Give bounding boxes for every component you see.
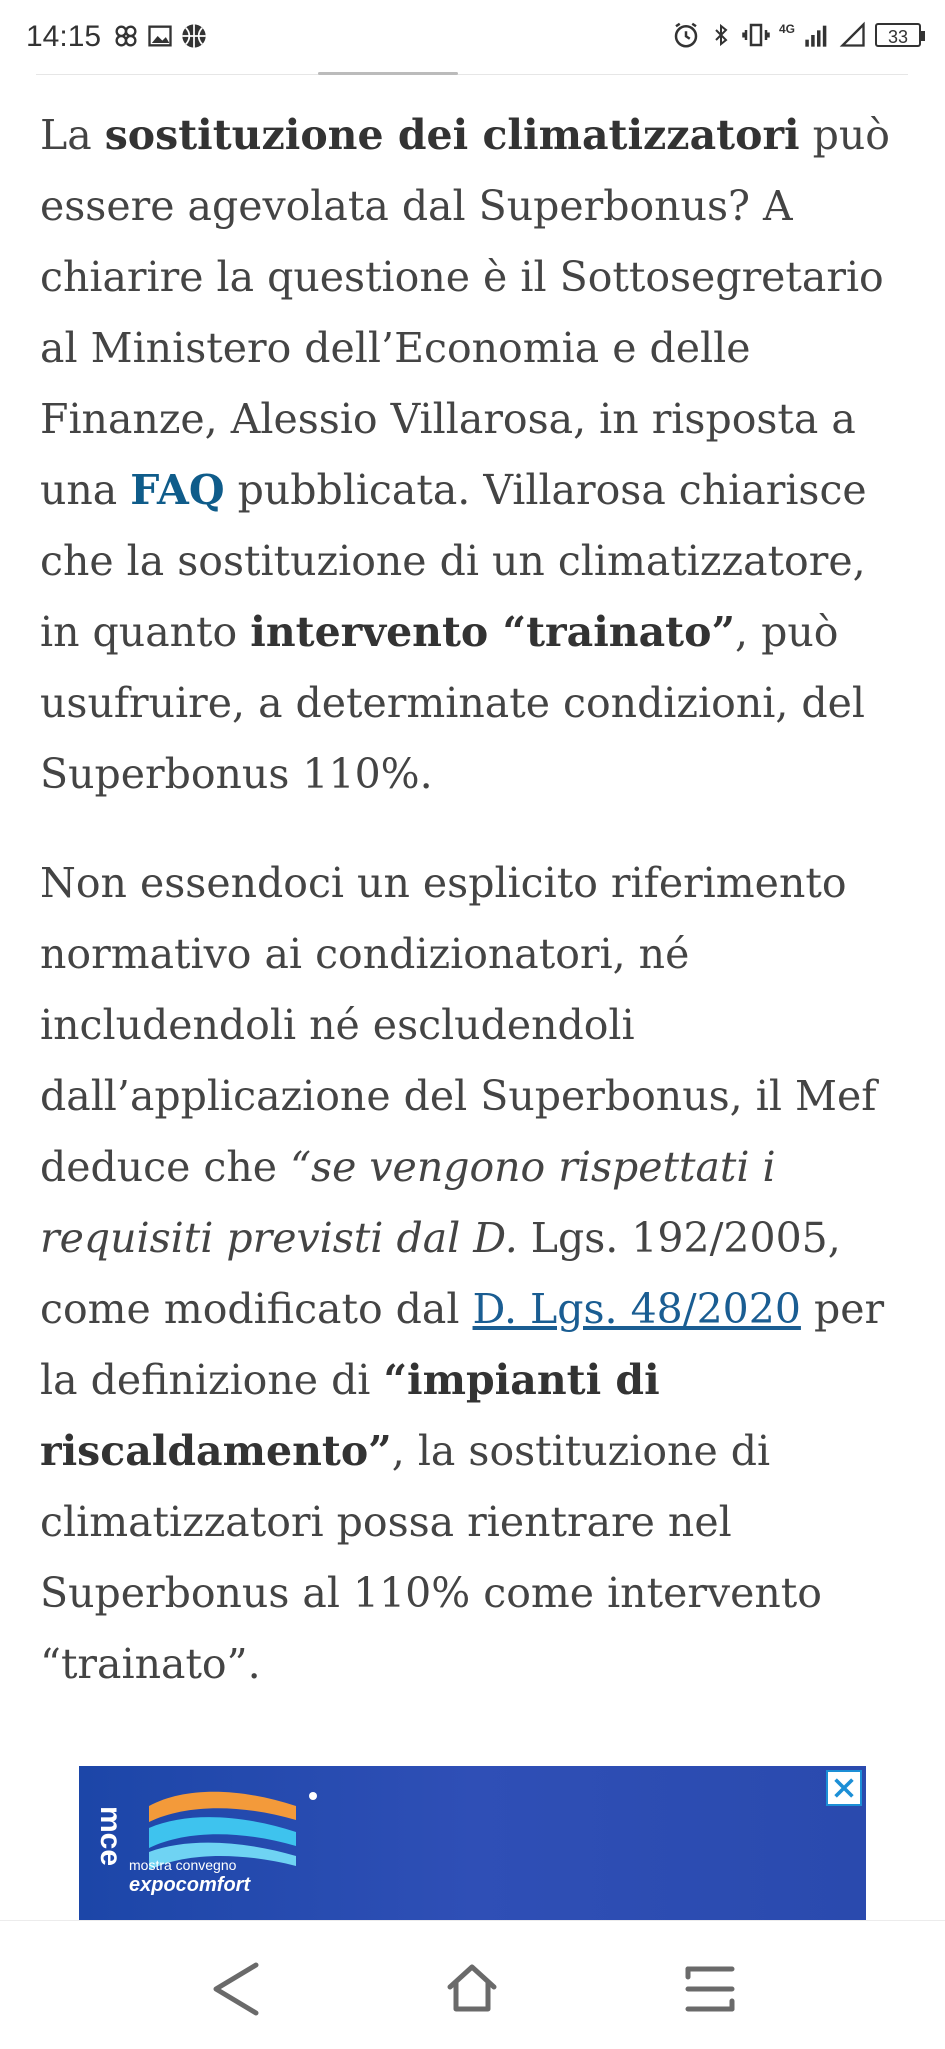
bluetooth-icon	[709, 20, 733, 50]
signal-empty-icon	[839, 20, 867, 50]
bold-text: “impianti di riscaldamento”	[40, 1356, 660, 1475]
status-bar	[0, 0, 945, 74]
ad-close-button[interactable]	[826, 1770, 862, 1806]
signal-icon	[803, 20, 831, 50]
home-icon[interactable]	[442, 1959, 502, 2019]
bold-text: intervento “trainato”	[250, 608, 736, 656]
basketball-icon	[180, 22, 208, 50]
text: pubblicata. Villarosa chiarisce che la sostituzione di un climatizzatore, in quanto	[40, 466, 867, 656]
text: per la definizione di	[40, 1285, 885, 1404]
article-paragraph-1	[40, 100, 912, 810]
system-nav-bar	[0, 1920, 945, 2049]
ad-mce-text: mce	[94, 1806, 127, 1867]
text: può essere agevolata dal Superbonus? A chiarire la questione è il Sottosegretario al Ministero dell’Economia e delle Finanze, Alessio Villarosa, in risposta a una	[40, 111, 890, 514]
text: , può usufruire, a determinate condizioni, del Superbonus 110%.	[40, 608, 866, 798]
decree-link[interactable]: D. Lgs. 48/2020	[472, 1285, 801, 1333]
menu-icon[interactable]	[680, 1959, 740, 2019]
status-right-icons	[671, 20, 921, 50]
text: Non essendoci un esplicito riferimento normativo ai condizionatori, né includendoli né escludendoli dall’applicazione del Superbonus, il Mef deduce che	[40, 859, 877, 1191]
scroll-indicator	[318, 72, 458, 75]
bold-text: sostituzione dei climatizzatori	[104, 111, 800, 159]
alarm-icon	[671, 20, 701, 50]
article-body	[40, 100, 912, 1738]
ad-brand: expocomfort	[129, 1874, 251, 1896]
status-time: 14:15	[26, 20, 102, 53]
top-divider	[36, 74, 908, 75]
4g-icon: 4G	[778, 22, 795, 36]
pinwheel-icon	[112, 22, 140, 50]
text: , la sostituzione di climatizzatori possa rientrare nel Superbonus al 110% come intervento “trainato”.	[40, 1427, 822, 1688]
text: La	[40, 111, 105, 159]
image-icon	[146, 22, 174, 50]
ad-banner[interactable]	[79, 1766, 866, 1920]
battery-indicator: 33	[875, 23, 921, 47]
close-icon	[832, 1776, 856, 1800]
vibrate-icon	[741, 20, 771, 50]
italic-quote: “se vengono rispettati i requisiti previsti dal D.	[40, 1143, 776, 1262]
ad-tagline: mostra convegno	[129, 1857, 237, 1873]
article-paragraph-2	[40, 848, 912, 1700]
back-icon[interactable]	[206, 1959, 266, 2019]
faq-link[interactable]: FAQ	[130, 466, 225, 514]
status-left-icons	[112, 22, 208, 50]
text: Lgs. 192/2005, come modificato dal	[40, 1214, 841, 1333]
